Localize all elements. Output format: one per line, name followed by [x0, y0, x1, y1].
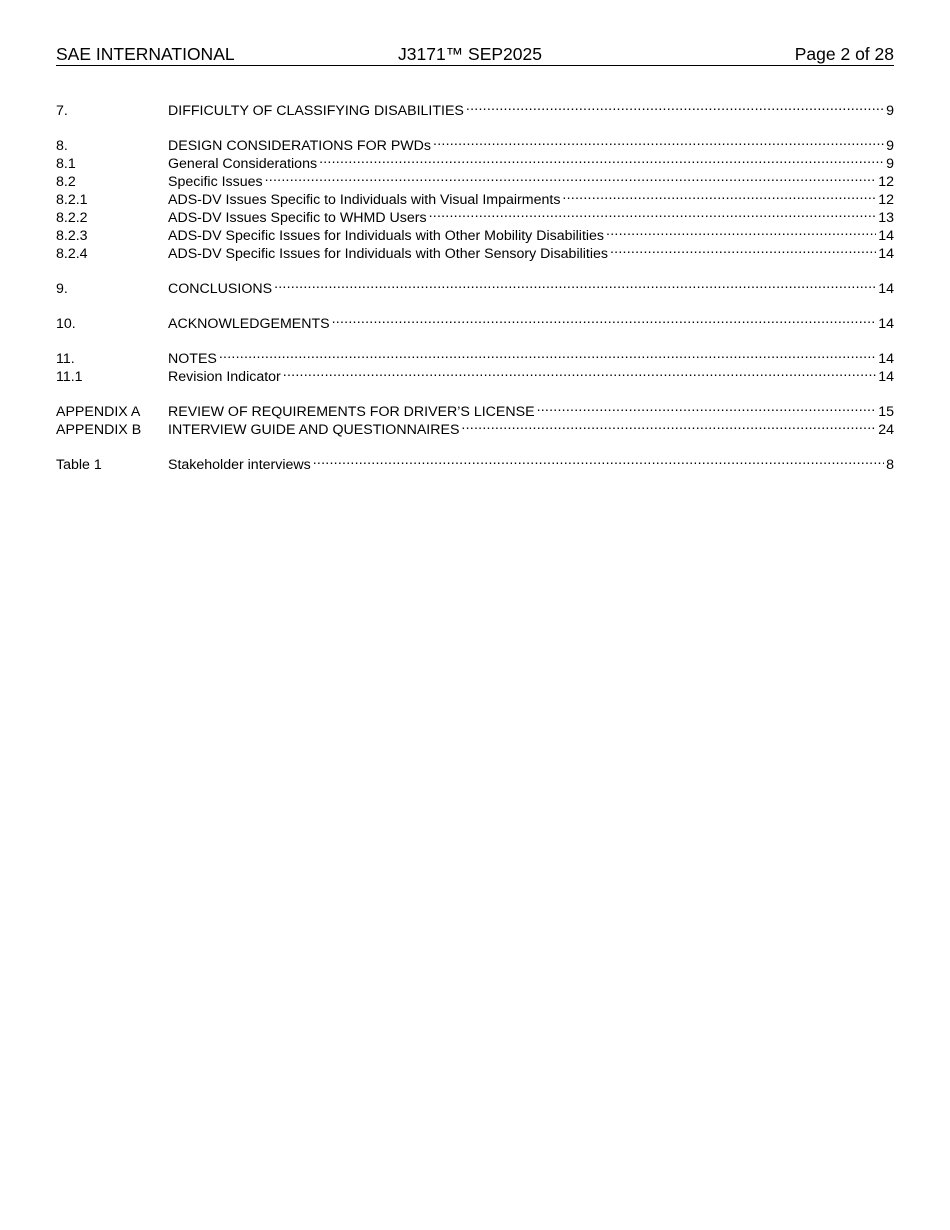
toc-entry-title: Specific Issues — [168, 174, 263, 190]
toc-entry-page: 13 — [878, 210, 894, 226]
dot-leader — [319, 150, 884, 168]
toc-group — [56, 132, 894, 262]
toc-entry[interactable] — [56, 97, 894, 119]
toc-entry-page: 9 — [886, 103, 894, 119]
toc-entry-title: ACKNOWLEDGEMENTS — [168, 316, 330, 332]
dot-leader — [429, 204, 877, 222]
toc-group — [56, 310, 894, 332]
header-doc-id: J3171™ SEP2025 — [398, 44, 542, 64]
toc-entry-page: 14 — [878, 246, 894, 262]
dot-leader — [265, 168, 877, 186]
toc-entry-page: 14 — [878, 369, 894, 385]
toc-entry-number: 8.2.3 — [56, 228, 88, 244]
dot-leader — [332, 310, 877, 328]
toc-entry-page: 14 — [878, 316, 894, 332]
toc-entry-page: 14 — [878, 351, 894, 367]
toc-entry-number: 10. — [56, 316, 76, 332]
toc-entry-title: NOTES — [168, 351, 217, 367]
toc-entry-page: 15 — [878, 404, 894, 420]
toc-entry-number: APPENDIX B — [56, 422, 142, 438]
toc-group — [56, 451, 894, 473]
dot-leader — [433, 132, 884, 150]
dot-leader — [274, 275, 876, 293]
toc-entry-page: 9 — [886, 138, 894, 154]
dot-leader — [562, 186, 876, 204]
dot-leader — [610, 240, 876, 258]
dot-leader — [283, 363, 876, 381]
toc-entry[interactable] — [56, 275, 894, 297]
toc-entry-number: 9. — [56, 281, 68, 297]
toc-group — [56, 97, 894, 119]
toc-entry-number: 11. — [56, 351, 75, 367]
toc-entry-number: APPENDIX A — [56, 404, 141, 420]
dot-leader — [313, 451, 884, 469]
header-page-number: Page 2 of 28 — [794, 44, 894, 64]
header-org: SAE INTERNATIONAL — [56, 44, 235, 64]
toc-entry[interactable] — [56, 345, 894, 367]
toc-entry-title: REVIEW OF REQUIREMENTS FOR DRIVER’S LICENSE — [168, 404, 535, 420]
dot-leader — [537, 398, 877, 416]
toc-entry-number: 8.2 — [56, 174, 76, 190]
toc-entry-title: INTERVIEW GUIDE AND QUESTIONNAIRES — [168, 422, 460, 438]
toc-entry-title: DIFFICULTY OF CLASSIFYING DISABILITIES — [168, 103, 464, 119]
toc-entry-page: 12 — [878, 192, 894, 208]
toc-entry-title: CONCLUSIONS — [168, 281, 273, 297]
toc-entry[interactable] — [56, 451, 894, 473]
toc-entry[interactable] — [56, 398, 894, 420]
toc-group — [56, 398, 894, 438]
toc-entry-title: Revision Indicator — [168, 369, 281, 385]
toc-entry-page: 14 — [878, 281, 894, 297]
toc-entry[interactable] — [56, 310, 894, 332]
toc-entry[interactable] — [56, 132, 894, 154]
toc-group — [56, 275, 894, 297]
toc-entry-page: 12 — [878, 174, 894, 190]
toc-entry-page: 14 — [878, 228, 894, 244]
toc-entry-number: 7. — [56, 103, 68, 119]
toc-entry-page: 8 — [886, 457, 894, 473]
page-header — [56, 43, 894, 66]
toc-entry-title: ADS-DV Issues Specific to Individuals with Visual Impairments — [168, 192, 561, 208]
dot-leader — [219, 345, 876, 363]
toc-entry-title: DESIGN CONSIDERATIONS FOR PWDs — [168, 138, 432, 154]
toc-entry-page: 24 — [878, 422, 894, 438]
toc-entry-number: 8.1 — [56, 156, 76, 172]
toc-entry-title: ADS-DV Specific Issues for Individuals with Other Sensory Disabilities — [168, 246, 608, 262]
table-of-contents — [56, 97, 894, 486]
toc-entry-number: 8.2.4 — [56, 246, 88, 262]
toc-entry-number: 11.1 — [56, 369, 83, 385]
toc-entry-number: 8.2.2 — [56, 210, 88, 226]
dot-leader — [606, 222, 876, 240]
toc-entry-title: ADS-DV Specific Issues for Individuals with Other Mobility Disabilities — [168, 228, 605, 244]
toc-entry-page: 9 — [886, 156, 894, 172]
toc-entry-number: Table 1 — [56, 457, 102, 473]
toc-group — [56, 345, 894, 385]
toc-entry-title: Stakeholder interviews — [168, 457, 311, 473]
toc-entry-number: 8. — [56, 138, 68, 154]
toc-entry-title: General Considerations — [168, 156, 318, 172]
dot-leader — [461, 416, 876, 434]
dot-leader — [466, 97, 884, 115]
toc-entry-title: ADS-DV Issues Specific to WHMD Users — [168, 210, 427, 226]
toc-entry-number: 8.2.1 — [56, 192, 88, 208]
